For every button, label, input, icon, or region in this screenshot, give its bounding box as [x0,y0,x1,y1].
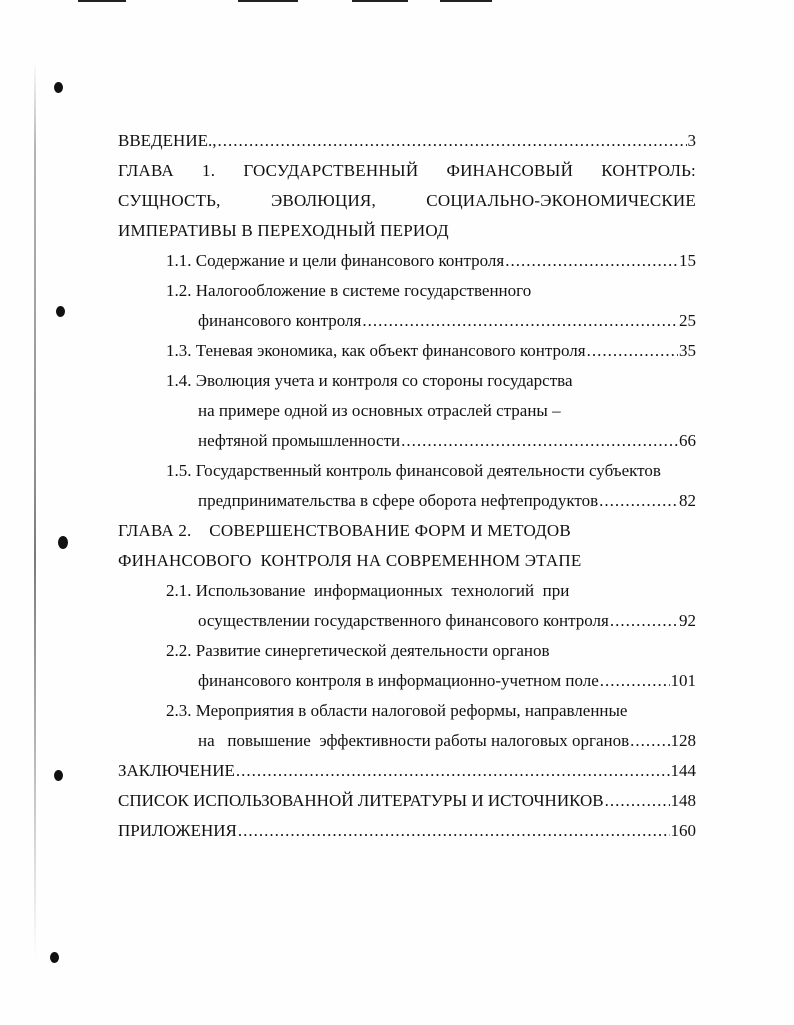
chapter-1-title-line-2 [118,186,696,216]
toc-entry-1-2-line-1[interactable]: 1.2. Налогообложение в системе государственного [166,281,532,300]
toc-entry-label: предпринимательства в сфере оборота нефтепродуктов [198,491,599,510]
toc-entry-1-4[interactable] [118,426,696,456]
toc-entry-1-5-line-1[interactable]: 1.5. Государственный контроль финансовой деятельности субъектов [166,461,661,480]
dot-leader [236,756,670,786]
toc-entry-2-2[interactable] [118,666,696,696]
toc-entry-label: на повышение эффективности работы налоговых органов [198,731,630,750]
toc-page-number: 128 [670,731,696,750]
toc-entry-appendices[interactable] [118,816,696,846]
toc-entry-label: 1.3. Теневая экономика, как объект финансового контроля [166,341,586,360]
punch-hole-mark [54,82,63,93]
toc-entry-1-4-line-1[interactable]: 1.4. Эволюция учета и контроля со стороны государства [166,371,573,390]
punch-hole-mark [58,536,68,549]
punch-hole-mark [50,952,59,963]
dot-leader [605,786,670,816]
chapter-2-title-line-1: ГЛАВА 2. СОВЕРШЕНСТВОВАНИЕ ФОРМ И МЕТОДОВ [118,521,571,540]
dot-leader [610,606,678,636]
toc-entry-references[interactable] [118,786,696,816]
toc-entry-2-2-line-1[interactable]: 2.2. Развитие синергетической деятельности органов [166,641,550,660]
scan-top-mark [352,0,408,2]
toc-entry-label: нефтяной промышленности [198,431,401,450]
chapter-title-word: СОЦИАЛЬНО-ЭКОНОМИЧЕСКИЕ [426,191,696,210]
toc-entry-label: осуществлении государственного финансового контроля [198,611,609,630]
toc-page-number: 66 [679,431,696,450]
toc-entry-2-1-line-1[interactable]: 2.1. Использование информационных технологий при [166,581,570,600]
scan-top-mark [78,0,126,2]
toc-entry-1-5[interactable] [118,486,696,516]
toc-entry-2-3[interactable] [118,726,696,756]
dot-leader [587,336,678,366]
chapter-title-word: ГЛАВА [118,161,174,180]
toc-entry-label: ЗАКЛЮЧЕНИЕ [118,761,235,780]
toc-entry-label: ПРИЛОЖЕНИЯ [118,821,237,840]
toc-entry-intro[interactable] [118,126,696,156]
toc-entry-label: финансового контроля [198,311,362,330]
dot-leader [600,666,670,696]
dot-leader [238,816,670,846]
dot-leader [362,306,678,336]
dot-leader [505,246,678,276]
toc-entry-1-4-line-2[interactable]: на примере одной из основных отраслей страны – [198,401,561,420]
toc-entry-1-1[interactable] [118,246,696,276]
toc-entry-label: СПИСОК ИСПОЛЬЗОВАННОЙ ЛИТЕРАТУРЫ И ИСТОЧНИКОВ [118,791,604,810]
dot-leader [217,126,686,156]
scan-left-edge [34,60,36,960]
scan-top-mark [238,0,298,2]
toc-entry-label: 1.1. Содержание и цели финансового контроля [166,251,505,270]
toc-page-number: 25 [679,311,696,330]
toc-page-number: 144 [670,761,696,780]
toc-entry-conclusion[interactable] [118,756,696,786]
toc-page-number: 35 [679,341,696,360]
chapter-title-word: ФИНАНСОВЫЙ [446,161,574,180]
chapter-1-title-line-1 [118,156,696,186]
chapter-2-title-line-2: ФИНАНСОВОГО КОНТРОЛЯ НА СОВРЕМЕННОМ ЭТАПЕ [118,551,582,570]
toc-page-number: 101 [670,671,696,690]
toc-page-number: 92 [679,611,696,630]
toc-entry-2-1[interactable] [118,606,696,636]
punch-hole-mark [54,770,63,781]
toc-entry-1-3[interactable] [118,336,696,366]
chapter-title-word: ГОСУДАРСТВЕННЫЙ [243,161,419,180]
toc-page-number: 160 [670,821,696,840]
punch-hole-mark [56,306,65,317]
chapter-title-word: КОНТРОЛЬ: [601,161,696,180]
table-of-contents [118,126,696,846]
toc-page-number: 82 [679,491,696,510]
toc-page-number: 15 [679,251,696,270]
chapter-title-word: 1. [202,161,216,180]
dot-leader [401,426,678,456]
chapter-title-word: СУЩНОСТЬ, [118,191,221,210]
toc-page-number: 148 [670,791,696,810]
dot-leader [599,486,678,516]
toc-entry-2-3-line-1[interactable]: 2.3. Мероприятия в области налоговой реформы, направленные [166,701,628,720]
chapter-1-title-line-3: ИМПЕРАТИВЫ В ПЕРЕХОДНЫЙ ПЕРИОД [118,221,449,240]
toc-entry-label: финансового контроля в информационно-учетном поле [198,671,599,690]
toc-entry-label: ВВЕДЕНИЕ., [118,131,217,150]
toc-entry-1-2[interactable] [118,306,696,336]
chapter-title-word: ЭВОЛЮЦИЯ, [270,191,376,210]
toc-page-number: 3 [687,131,696,150]
dot-leader [630,726,669,756]
scan-top-mark [440,0,492,2]
